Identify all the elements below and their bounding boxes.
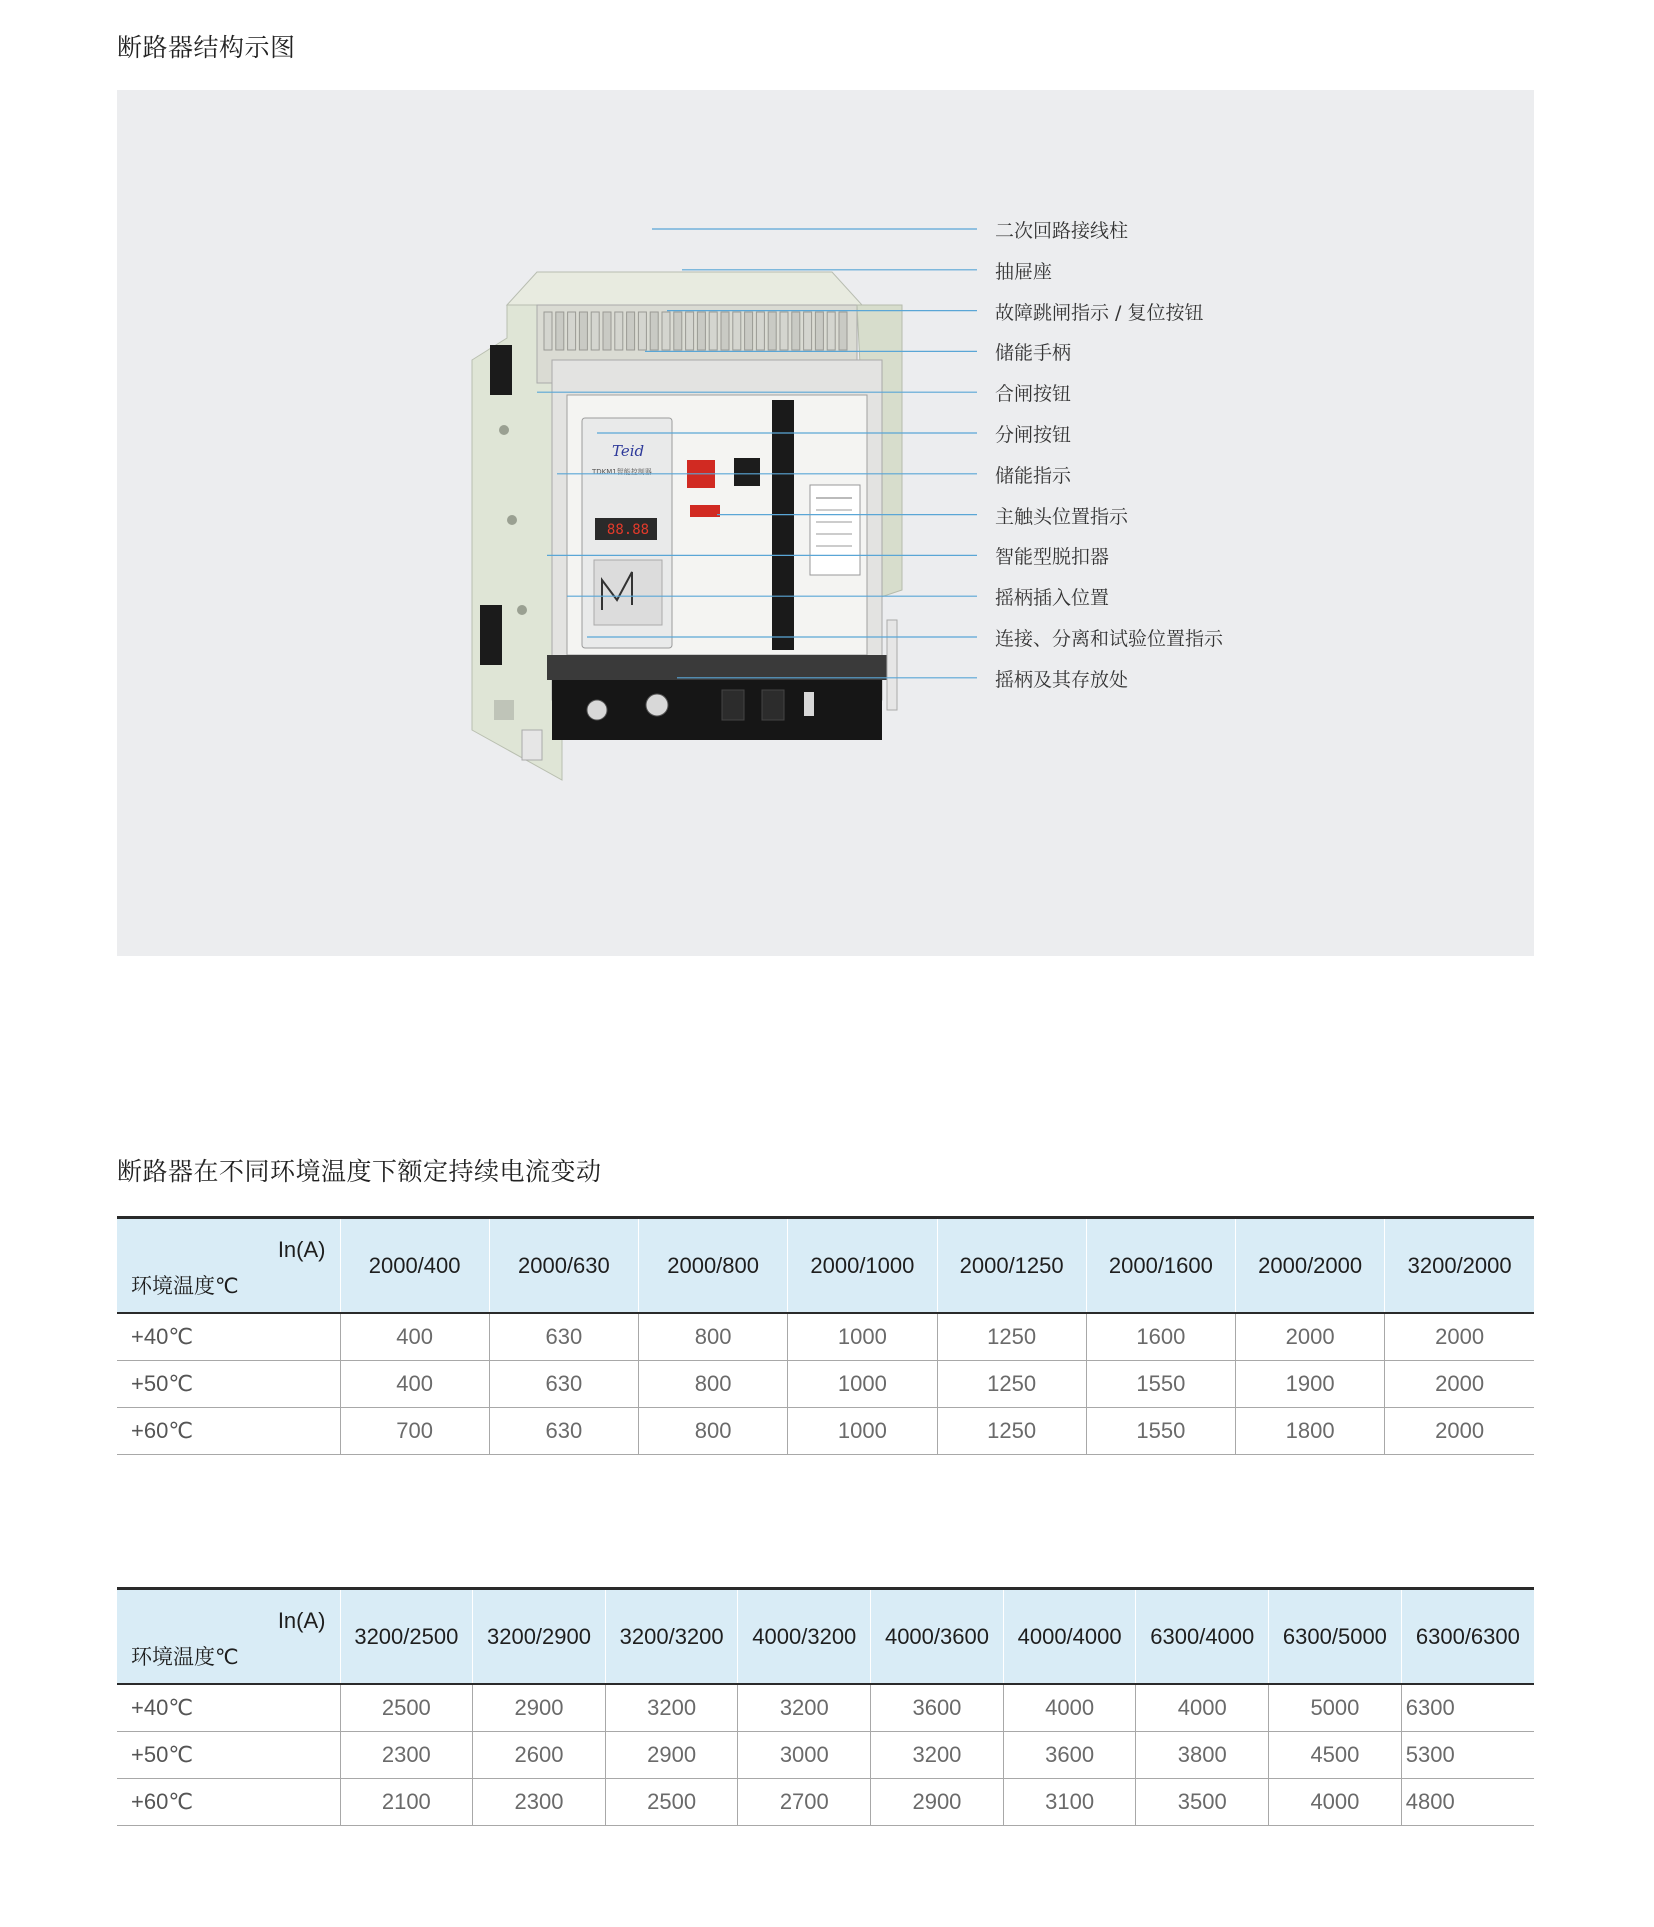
current-value-cell: 2000: [1236, 1313, 1385, 1361]
callout-label: 智能型脱扣器: [995, 546, 1110, 569]
column-header: 2000/1000: [788, 1218, 937, 1314]
current-value-cell: 800: [639, 1313, 788, 1361]
current-value-cell: 6300: [1401, 1684, 1534, 1732]
current-value-cell: 1250: [937, 1361, 1086, 1408]
callout-label: 储能指示: [995, 464, 1072, 487]
callout-leader-lines: [117, 90, 1534, 956]
current-value-cell: 3000: [738, 1732, 871, 1779]
column-header: 6300/6300: [1401, 1589, 1534, 1685]
current-value-cell: 700: [340, 1408, 489, 1455]
current-value-cell: 400: [340, 1313, 489, 1361]
column-header: 2000/1600: [1086, 1218, 1235, 1314]
current-value-cell: 1550: [1086, 1361, 1235, 1408]
section-title-rating: 断路器在不同环境温度下额定持续电流变动: [117, 1157, 602, 1186]
current-value-cell: 3600: [871, 1684, 1004, 1732]
current-value-cell: 3200: [738, 1684, 871, 1732]
current-value-cell: 1000: [788, 1313, 937, 1361]
current-value-cell: 4000: [1003, 1684, 1136, 1732]
column-header: 2000/800: [639, 1218, 788, 1314]
corner-header: [117, 1218, 340, 1314]
current-value-cell: 2500: [605, 1779, 738, 1826]
ambient-temp-label: 环境温度℃: [131, 1275, 239, 1298]
temperature-cell: +40℃: [117, 1684, 340, 1732]
table-row: [117, 1361, 1534, 1408]
svg-text:88.88: 88.88: [606, 522, 650, 538]
column-header: 3200/2000: [1385, 1218, 1534, 1314]
column-header: 3200/2900: [473, 1589, 606, 1685]
current-value-cell: 1250: [937, 1408, 1086, 1455]
current-unit-label: In(A): [277, 1608, 326, 1633]
column-header: 4000/4000: [1003, 1589, 1136, 1685]
current-value-cell: 3600: [1003, 1732, 1136, 1779]
table-row: [117, 1779, 1534, 1826]
controller-model-label: TDKM1智能控制器: [592, 468, 652, 476]
current-value-cell: 2300: [340, 1732, 473, 1779]
current-value-cell: 2100: [340, 1779, 473, 1826]
current-value-cell: 630: [489, 1408, 638, 1455]
corner-header: [117, 1589, 340, 1685]
current-value-cell: 2000: [1385, 1313, 1534, 1361]
current-value-cell: 1000: [788, 1408, 937, 1455]
current-value-cell: 2000: [1385, 1361, 1534, 1408]
temperature-cell: +60℃: [117, 1408, 340, 1455]
current-value-cell: 3200: [871, 1732, 1004, 1779]
callout-label: 故障跳闸指示 / 复位按钮: [995, 301, 1204, 324]
current-value-cell: 1600: [1086, 1313, 1235, 1361]
callout-label: 抽屉座: [995, 260, 1053, 283]
current-value-cell: 2900: [605, 1732, 738, 1779]
brand-logo: Teid: [612, 442, 645, 460]
callout-label: 主触头位置指示: [995, 505, 1129, 528]
current-value-cell: 3100: [1003, 1779, 1136, 1826]
column-header: 6300/5000: [1269, 1589, 1402, 1685]
current-value-cell: 2900: [871, 1779, 1004, 1826]
current-value-cell: 2700: [738, 1779, 871, 1826]
table-row: [117, 1684, 1534, 1732]
current-value-cell: 3500: [1136, 1779, 1269, 1826]
column-header: 2000/2000: [1236, 1218, 1385, 1314]
current-value-cell: 2500: [340, 1684, 473, 1732]
current-value-cell: 2300: [473, 1779, 606, 1826]
table-row: [117, 1408, 1534, 1455]
column-header: 2000/400: [340, 1218, 489, 1314]
ambient-temp-label: 环境温度℃: [131, 1646, 239, 1669]
column-header: 2000/1250: [937, 1218, 1086, 1314]
current-value-cell: 800: [639, 1361, 788, 1408]
callout-label: 连接、分离和试验位置指示: [995, 628, 1224, 650]
current-value-cell: 2600: [473, 1732, 606, 1779]
callout-label: 摇柄插入位置: [995, 587, 1110, 610]
rating-table-2: [117, 1587, 1534, 1826]
column-header: 3200/3200: [605, 1589, 738, 1685]
current-value-cell: 3200: [605, 1684, 738, 1732]
current-value-cell: 1250: [937, 1313, 1086, 1361]
current-value-cell: 4800: [1401, 1779, 1534, 1826]
current-value-cell: 800: [639, 1408, 788, 1455]
current-value-cell: 4000: [1269, 1779, 1402, 1826]
current-value-cell: 4500: [1269, 1732, 1402, 1779]
current-value-cell: 1550: [1086, 1408, 1235, 1455]
temperature-cell: +50℃: [117, 1361, 340, 1408]
current-value-cell: 400: [340, 1361, 489, 1408]
current-value-cell: 5300: [1401, 1732, 1534, 1779]
callout-label: 二次回路接线柱: [995, 220, 1129, 242]
callout-label: 分闸按钮: [995, 424, 1072, 446]
section-title-structure: 断路器结构示图: [117, 33, 296, 62]
current-value-cell: 630: [489, 1361, 638, 1408]
callout-label: 合闸按钮: [995, 383, 1072, 406]
callout-label: 摇柄及其存放处: [995, 668, 1129, 691]
current-value-cell: 4000: [1136, 1684, 1269, 1732]
temperature-cell: +60℃: [117, 1779, 340, 1826]
column-header: 2000/630: [489, 1218, 638, 1314]
column-header: 4000/3200: [738, 1589, 871, 1685]
callout-label: 储能手柄: [995, 342, 1072, 365]
current-value-cell: 1000: [788, 1361, 937, 1408]
rating-table-1: [117, 1216, 1534, 1455]
temperature-cell: +50℃: [117, 1732, 340, 1779]
column-header: 4000/3600: [871, 1589, 1004, 1685]
current-value-cell: 630: [489, 1313, 638, 1361]
current-value-cell: 2900: [473, 1684, 606, 1732]
table-row: [117, 1732, 1534, 1779]
table-row: [117, 1313, 1534, 1361]
current-value-cell: 2000: [1385, 1408, 1534, 1455]
current-unit-label: In(A): [277, 1237, 326, 1262]
column-header: 6300/4000: [1136, 1589, 1269, 1685]
temperature-cell: +40℃: [117, 1313, 340, 1361]
current-value-cell: 5000: [1269, 1684, 1402, 1732]
current-value-cell: 1900: [1236, 1361, 1385, 1408]
breaker-diagram-panel: [117, 90, 1534, 956]
current-value-cell: 1800: [1236, 1408, 1385, 1455]
current-value-cell: 3800: [1136, 1732, 1269, 1779]
column-header: 3200/2500: [340, 1589, 473, 1685]
